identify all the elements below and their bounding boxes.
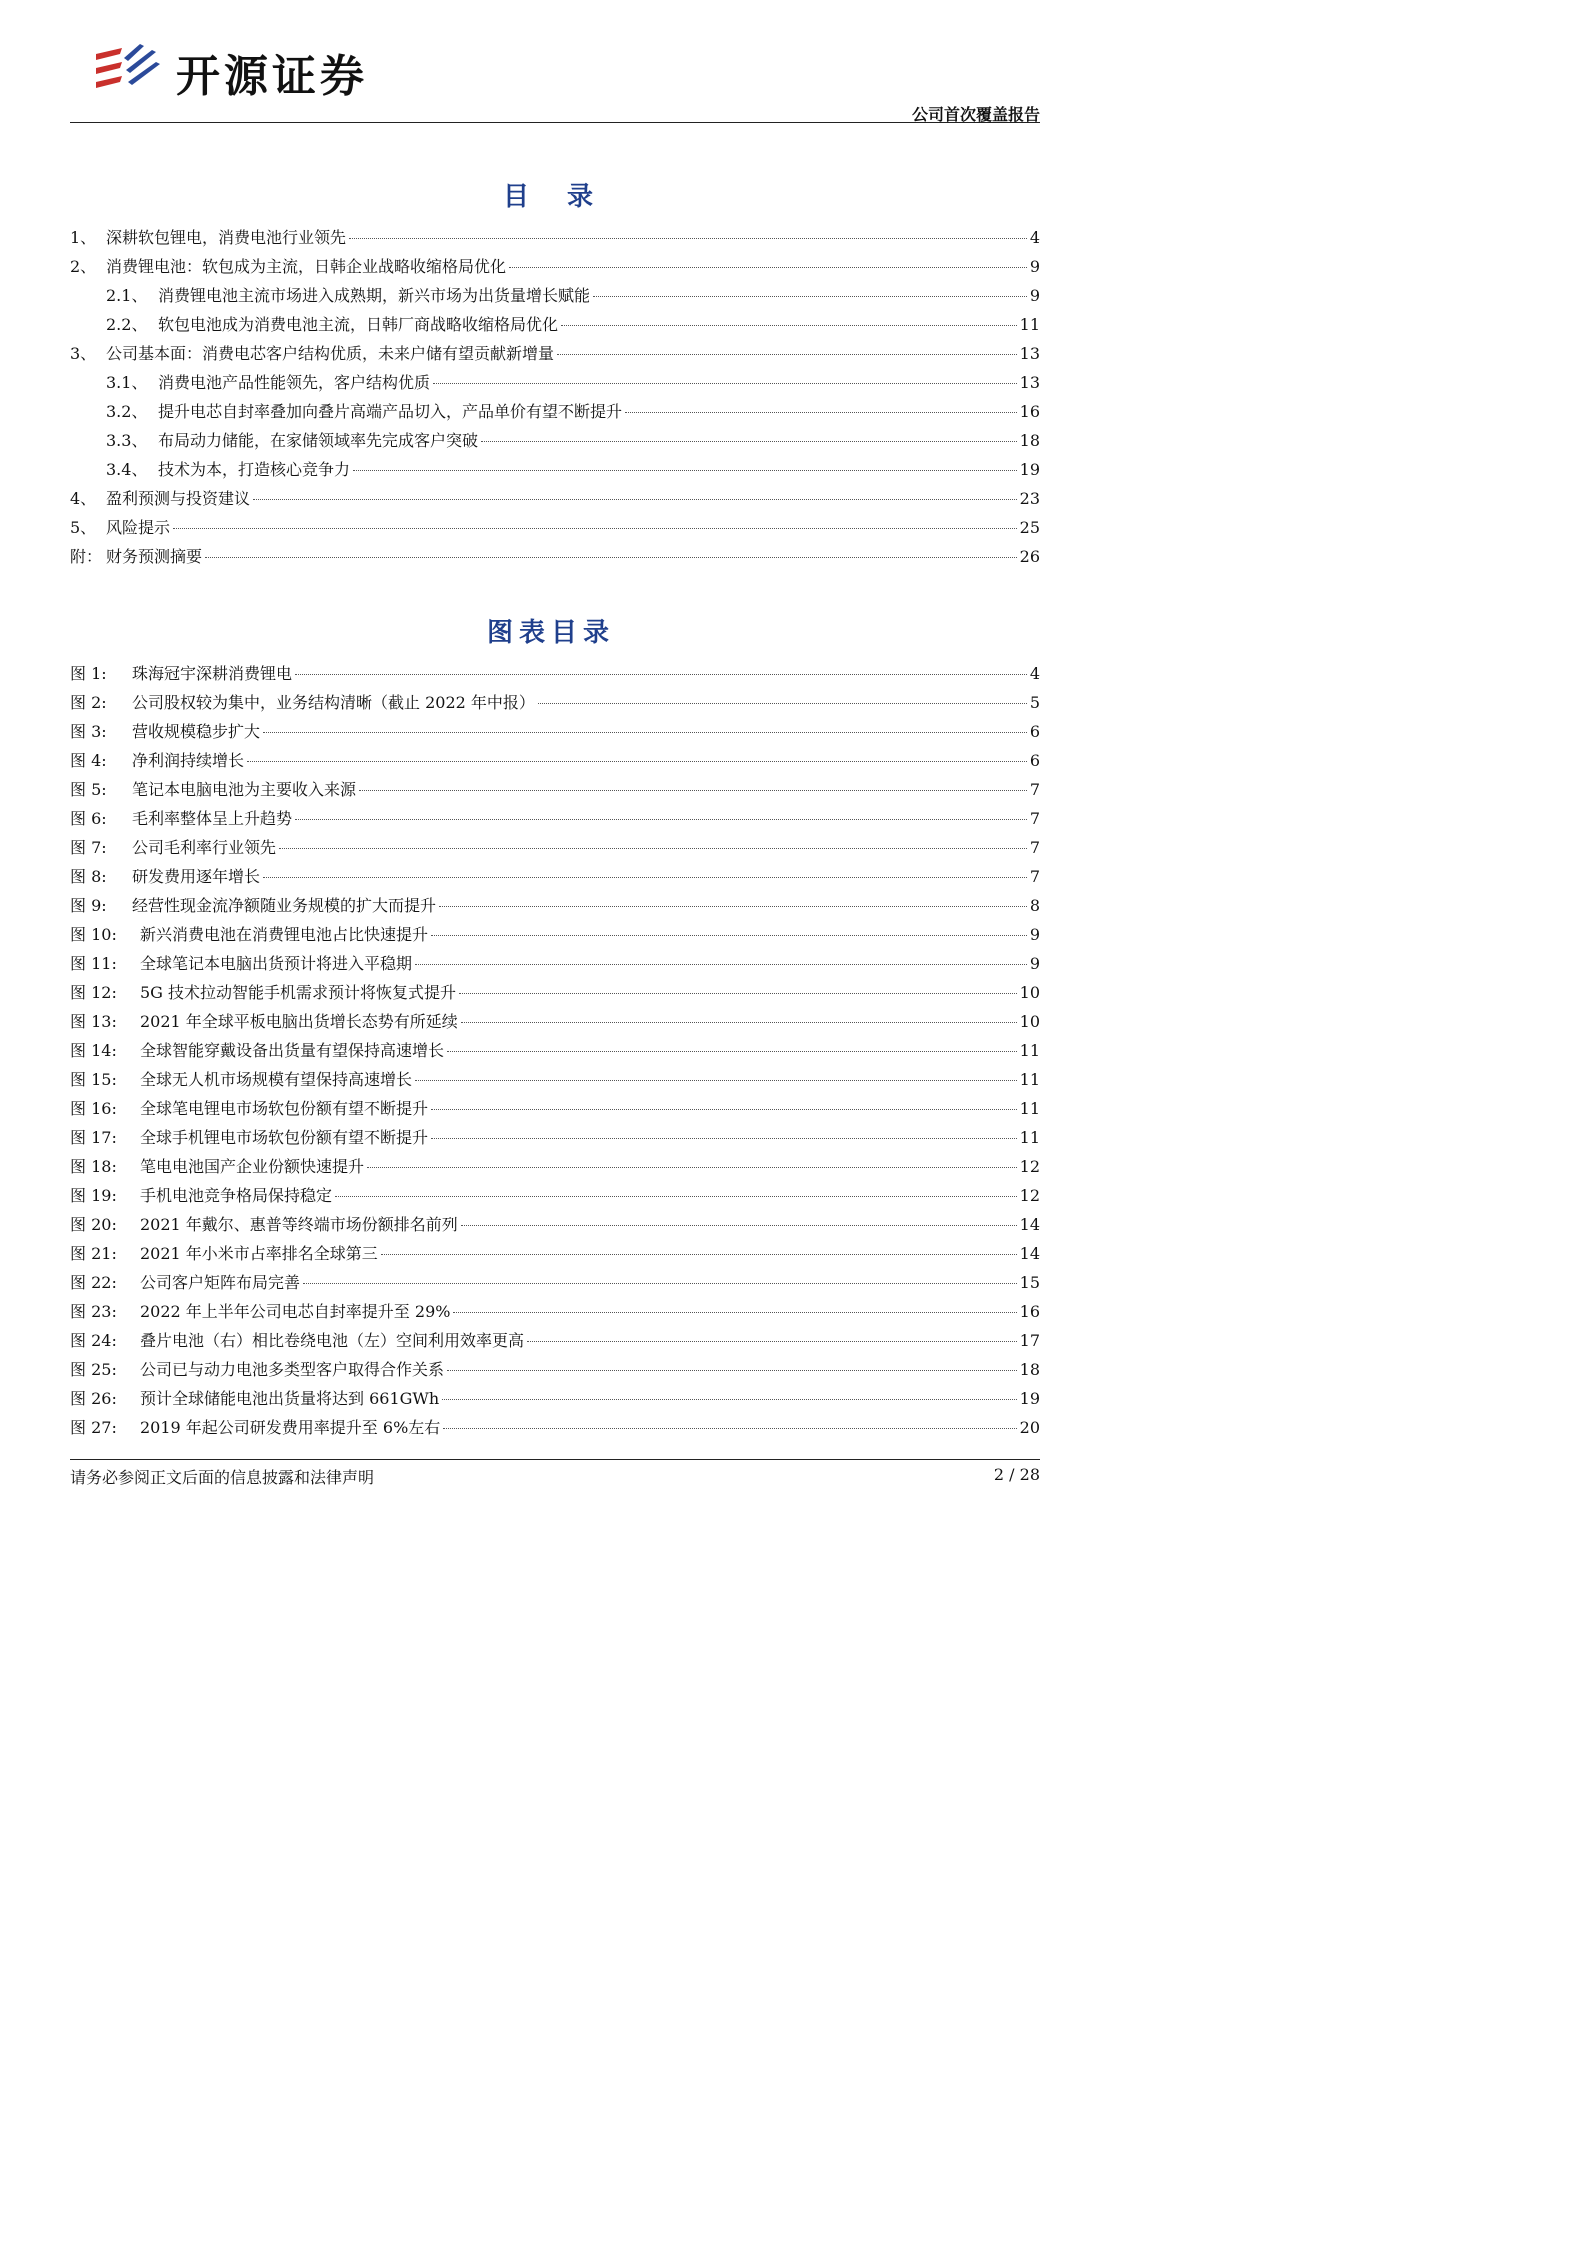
figure-page-number: 12	[1019, 1157, 1040, 1176]
toc-title: 财务预测摘要	[106, 547, 203, 566]
figure-number: 图 9:	[70, 896, 107, 915]
dot-leader	[263, 732, 1027, 733]
figure-page-number: 7	[1029, 838, 1040, 857]
toc-entry[interactable]	[70, 399, 1040, 428]
toc-page-number: 11	[1019, 315, 1040, 334]
figure-entry[interactable]	[70, 1154, 1040, 1183]
toc-page-number: 23	[1019, 489, 1040, 508]
figure-number: 图 27:	[70, 1418, 117, 1437]
toc-entry[interactable]	[70, 283, 1040, 312]
figure-entry[interactable]	[70, 661, 1040, 690]
figure-entry[interactable]	[70, 1038, 1040, 1067]
figure-number: 图 14:	[70, 1041, 117, 1060]
figure-page-number: 10	[1019, 1012, 1040, 1031]
toc-title: 消费锂电池主流市场进入成熟期，新兴市场为出货量增长赋能	[158, 286, 591, 305]
dot-leader	[461, 1022, 1017, 1023]
figure-entry[interactable]	[70, 1212, 1040, 1241]
figure-title: 全球笔记本电脑出货预计将进入平稳期	[140, 954, 413, 973]
report-type: 公司首次覆盖报告	[911, 105, 1040, 124]
dot-leader	[349, 238, 1027, 239]
figure-title: 2021 年小米市占率排名全球第三	[140, 1244, 378, 1263]
toc-number: 3.2、	[106, 402, 148, 421]
toc-number: 2、	[70, 257, 97, 276]
figure-entry[interactable]	[70, 1096, 1040, 1125]
figure-number: 图 21:	[70, 1244, 117, 1263]
page-header	[70, 28, 1040, 124]
figure-number: 图 24:	[70, 1331, 117, 1350]
dot-leader	[359, 790, 1027, 791]
footer-disclaimer: 请务必参阅正文后面的信息披露和法律声明	[70, 1468, 375, 1487]
toc-page-number: 13	[1019, 373, 1040, 392]
toc-page-number: 9	[1029, 286, 1040, 305]
figure-page-number: 19	[1019, 1389, 1040, 1408]
figure-number: 图 19:	[70, 1186, 117, 1205]
figure-number: 图 3:	[70, 722, 107, 741]
figure-page-number: 11	[1019, 1128, 1040, 1147]
figure-title: 笔记本电脑电池为主要收入来源	[132, 780, 357, 799]
toc-title: 布局动力储能，在家储领域率先完成客户突破	[158, 431, 479, 450]
figure-title: 2021 年全球平板电脑出货增长态势有所延续	[140, 1012, 458, 1031]
company-logo	[92, 36, 392, 100]
dot-leader	[557, 354, 1017, 355]
dot-leader	[443, 1428, 1016, 1429]
figure-entry[interactable]	[70, 1328, 1040, 1357]
dot-leader	[593, 296, 1027, 297]
toc-number: 1、	[70, 228, 97, 247]
figure-entry[interactable]	[70, 777, 1040, 806]
figure-number: 图 22:	[70, 1273, 117, 1292]
figure-number: 图 15:	[70, 1070, 117, 1089]
figure-page-number: 8	[1029, 896, 1040, 915]
figure-title: 5G 技术拉动智能手机需求预计将恢复式提升	[140, 983, 457, 1002]
figure-number: 图 17:	[70, 1128, 117, 1147]
figure-title: 公司股权较为集中，业务结构清晰（截止 2022 年中报）	[132, 693, 535, 712]
figure-number: 图 6:	[70, 809, 107, 828]
toc-title: 深耕软包锂电，消费电池行业领先	[106, 228, 347, 247]
figure-number: 图 18:	[70, 1157, 117, 1176]
toc-number: 2.1、	[106, 286, 148, 305]
toc-number: 3.3、	[106, 431, 148, 450]
dot-leader	[527, 1341, 1017, 1342]
figure-title: 公司客户矩阵布局完善	[140, 1273, 301, 1292]
figure-page-number: 4	[1029, 664, 1040, 683]
toc-number: 2.2、	[106, 315, 148, 334]
figure-entry[interactable]	[70, 864, 1040, 893]
dot-leader	[415, 964, 1027, 965]
dot-leader	[279, 848, 1027, 849]
figure-title: 全球无人机市场规模有望保持高速增长	[140, 1070, 413, 1089]
figure-title: 毛利率整体呈上升趋势	[132, 809, 293, 828]
dot-leader	[447, 1370, 1017, 1371]
dot-leader	[431, 1138, 1017, 1139]
figure-page-number: 7	[1029, 867, 1040, 886]
figure-title: 2019 年起公司研发费用率提升至 6%左右	[140, 1418, 441, 1437]
figure-page-number: 15	[1019, 1273, 1040, 1292]
figure-entry[interactable]	[70, 1386, 1040, 1415]
toc-page-number: 4	[1029, 228, 1040, 247]
dot-leader	[415, 1080, 1017, 1081]
toc-title: 公司基本面：消费电芯客户结构优质，未来户储有望贡献新增量	[106, 344, 555, 363]
figure-title: 全球笔电锂电市场软包份额有望不断提升	[140, 1099, 429, 1118]
figure-title: 2021 年戴尔、惠普等终端市场份额排名前列	[140, 1215, 458, 1234]
toc-page-number: 18	[1019, 431, 1040, 450]
figure-number: 图 25:	[70, 1360, 117, 1379]
toc-entry[interactable]	[70, 486, 1040, 515]
toc-page-number: 9	[1029, 257, 1040, 276]
figures-toc-title: 图表目录	[486, 618, 615, 648]
figure-number: 图 12:	[70, 983, 117, 1002]
dot-leader	[461, 1225, 1017, 1226]
toc-entry[interactable]	[70, 544, 1040, 573]
dot-leader	[439, 906, 1027, 907]
figure-number: 图 16:	[70, 1099, 117, 1118]
figure-page-number: 6	[1029, 722, 1040, 741]
dot-leader	[205, 557, 1017, 558]
figure-page-number: 12	[1019, 1186, 1040, 1205]
logo-mark-icon	[92, 36, 164, 98]
figure-title: 笔电电池国产企业份额快速提升	[140, 1157, 365, 1176]
figure-title: 公司毛利率行业领先	[132, 838, 277, 857]
figure-entry[interactable]	[70, 806, 1040, 835]
dot-leader	[625, 412, 1017, 413]
toc-entry[interactable]	[70, 515, 1040, 544]
dot-leader	[295, 674, 1027, 675]
figure-title: 全球智能穿戴设备出货量有望保持高速增长	[140, 1041, 445, 1060]
figure-entry[interactable]	[70, 690, 1040, 719]
figure-page-number: 20	[1019, 1418, 1040, 1437]
dot-leader	[561, 325, 1017, 326]
toc-title: 提升电芯自封率叠加向叠片高端产品切入，产品单价有望不断提升	[158, 402, 623, 421]
toc-number: 5、	[70, 518, 97, 537]
dot-leader	[433, 383, 1017, 384]
dot-leader	[447, 1051, 1017, 1052]
figure-title: 珠海冠宇深耕消费锂电	[132, 664, 293, 683]
figure-title: 净利润持续增长	[132, 751, 245, 770]
figure-entry[interactable]	[70, 980, 1040, 1009]
dot-leader	[295, 819, 1027, 820]
figure-page-number: 14	[1019, 1215, 1040, 1234]
figure-title: 公司已与动力电池多类型客户取得合作关系	[140, 1360, 445, 1379]
dot-leader	[431, 935, 1027, 936]
figure-page-number: 6	[1029, 751, 1040, 770]
figure-entry[interactable]	[70, 1009, 1040, 1038]
figure-page-number: 5	[1029, 693, 1040, 712]
figure-page-number: 7	[1029, 780, 1040, 799]
figure-page-number: 7	[1029, 809, 1040, 828]
figure-number: 图 23:	[70, 1302, 117, 1321]
toc-page-number: 16	[1019, 402, 1040, 421]
figure-page-number: 10	[1019, 983, 1040, 1002]
toc-title: 消费电池产品性能领先，客户结构优质	[158, 373, 431, 392]
figures-toc-list	[70, 661, 1040, 1444]
figure-number: 图 20:	[70, 1215, 117, 1234]
figure-entry[interactable]	[70, 1357, 1040, 1386]
figure-number: 图 13:	[70, 1012, 117, 1031]
dot-leader	[538, 703, 1027, 704]
figure-page-number: 9	[1029, 925, 1040, 944]
figure-number: 图 26:	[70, 1389, 117, 1408]
figure-entry[interactable]	[70, 1067, 1040, 1096]
dot-leader	[335, 1196, 1017, 1197]
figure-title: 预计全球储能电池出货量将达到 661GWh	[140, 1389, 440, 1408]
figure-title: 研发费用逐年增长	[132, 867, 261, 886]
figure-page-number: 11	[1019, 1070, 1040, 1089]
figure-entry[interactable]	[70, 835, 1040, 864]
toc-title: 风险提示	[106, 518, 171, 537]
toc-page-number: 26	[1019, 547, 1040, 566]
toc-page-number: 13	[1019, 344, 1040, 363]
toc-title: 盈利预测与投资建议	[106, 489, 251, 508]
figure-entry[interactable]	[70, 719, 1040, 748]
toc-number: 3.1、	[106, 373, 148, 392]
figure-title: 经营性现金流净额随业务规模的扩大而提升	[132, 896, 437, 915]
toc-title: 软包电池成为消费电池主流，日韩厂商战略收缩格局优化	[158, 315, 559, 334]
figure-page-number: 17	[1019, 1331, 1040, 1350]
figure-entry[interactable]	[70, 1241, 1040, 1270]
figure-entry[interactable]	[70, 1125, 1040, 1154]
dot-leader	[173, 528, 1017, 529]
toc-entry[interactable]	[70, 312, 1040, 341]
figure-number: 图 7:	[70, 838, 107, 857]
toc-list	[70, 225, 1040, 573]
figure-page-number: 16	[1019, 1302, 1040, 1321]
figure-page-number: 9	[1029, 954, 1040, 973]
figure-number: 图 8:	[70, 867, 107, 886]
figure-entry[interactable]	[70, 1299, 1040, 1328]
figure-number: 图 1:	[70, 664, 107, 683]
figure-number: 图 11:	[70, 954, 117, 973]
dot-leader	[353, 470, 1017, 471]
figure-number: 图 2:	[70, 693, 107, 712]
dot-leader	[303, 1283, 1017, 1284]
toc-title: 技术为本，打造核心竞争力	[158, 460, 351, 479]
figure-title: 2022 年上半年公司电芯自封率提升至 29%	[140, 1302, 451, 1321]
dot-leader	[509, 267, 1027, 268]
toc-entry[interactable]	[70, 225, 1040, 254]
footer-divider	[70, 1459, 1040, 1460]
dot-leader	[253, 499, 1017, 500]
figure-entry[interactable]	[70, 748, 1040, 777]
figure-entry[interactable]	[70, 1270, 1040, 1299]
figure-title: 手机电池竞争格局保持稳定	[140, 1186, 333, 1205]
dot-leader	[442, 1399, 1016, 1400]
brand-name: 开源证券	[176, 51, 368, 102]
figure-number: 图 4:	[70, 751, 107, 770]
toc-entry[interactable]	[70, 457, 1040, 486]
toc-title: 目 录	[502, 182, 599, 212]
toc-entry[interactable]	[70, 370, 1040, 399]
toc-number: 4、	[70, 489, 97, 508]
toc-number: 附：	[70, 547, 103, 566]
toc-title: 消费锂电池：软包成为主流，日韩企业战略收缩格局优化	[106, 257, 507, 276]
toc-entry[interactable]	[70, 428, 1040, 457]
figure-title: 新兴消费电池在消费锂电池占比快速提升	[140, 925, 429, 944]
dot-leader	[247, 761, 1027, 762]
dot-leader	[431, 1109, 1017, 1110]
figure-page-number: 11	[1019, 1041, 1040, 1060]
page-indicator: 2 / 28	[993, 1465, 1040, 1484]
dot-leader	[381, 1254, 1017, 1255]
figure-entry[interactable]	[70, 922, 1040, 951]
figure-entry[interactable]	[70, 893, 1040, 922]
figure-entry[interactable]	[70, 951, 1040, 980]
figure-number: 图 5:	[70, 780, 107, 799]
dot-leader	[367, 1167, 1017, 1168]
dot-leader	[459, 993, 1017, 994]
toc-number: 3.4、	[106, 460, 148, 479]
figure-number: 图 10:	[70, 925, 117, 944]
figure-title: 营收规模稳步扩大	[132, 722, 261, 741]
figure-page-number: 11	[1019, 1099, 1040, 1118]
toc-page-number: 19	[1019, 460, 1040, 479]
toc-entry[interactable]	[70, 341, 1040, 370]
dot-leader	[453, 1312, 1016, 1313]
figure-page-number: 14	[1019, 1244, 1040, 1263]
toc-entry[interactable]	[70, 254, 1040, 283]
figure-entry[interactable]	[70, 1415, 1040, 1444]
figure-title: 叠片电池（右）相比卷绕电池（左）空间利用效率更高	[140, 1331, 525, 1350]
figure-page-number: 18	[1019, 1360, 1040, 1379]
figure-entry[interactable]	[70, 1183, 1040, 1212]
toc-number: 3、	[70, 344, 97, 363]
dot-leader	[481, 441, 1017, 442]
header-divider	[70, 122, 1040, 123]
dot-leader	[263, 877, 1027, 878]
figure-title: 全球手机锂电市场软包份额有望不断提升	[140, 1128, 429, 1147]
toc-page-number: 25	[1019, 518, 1040, 537]
